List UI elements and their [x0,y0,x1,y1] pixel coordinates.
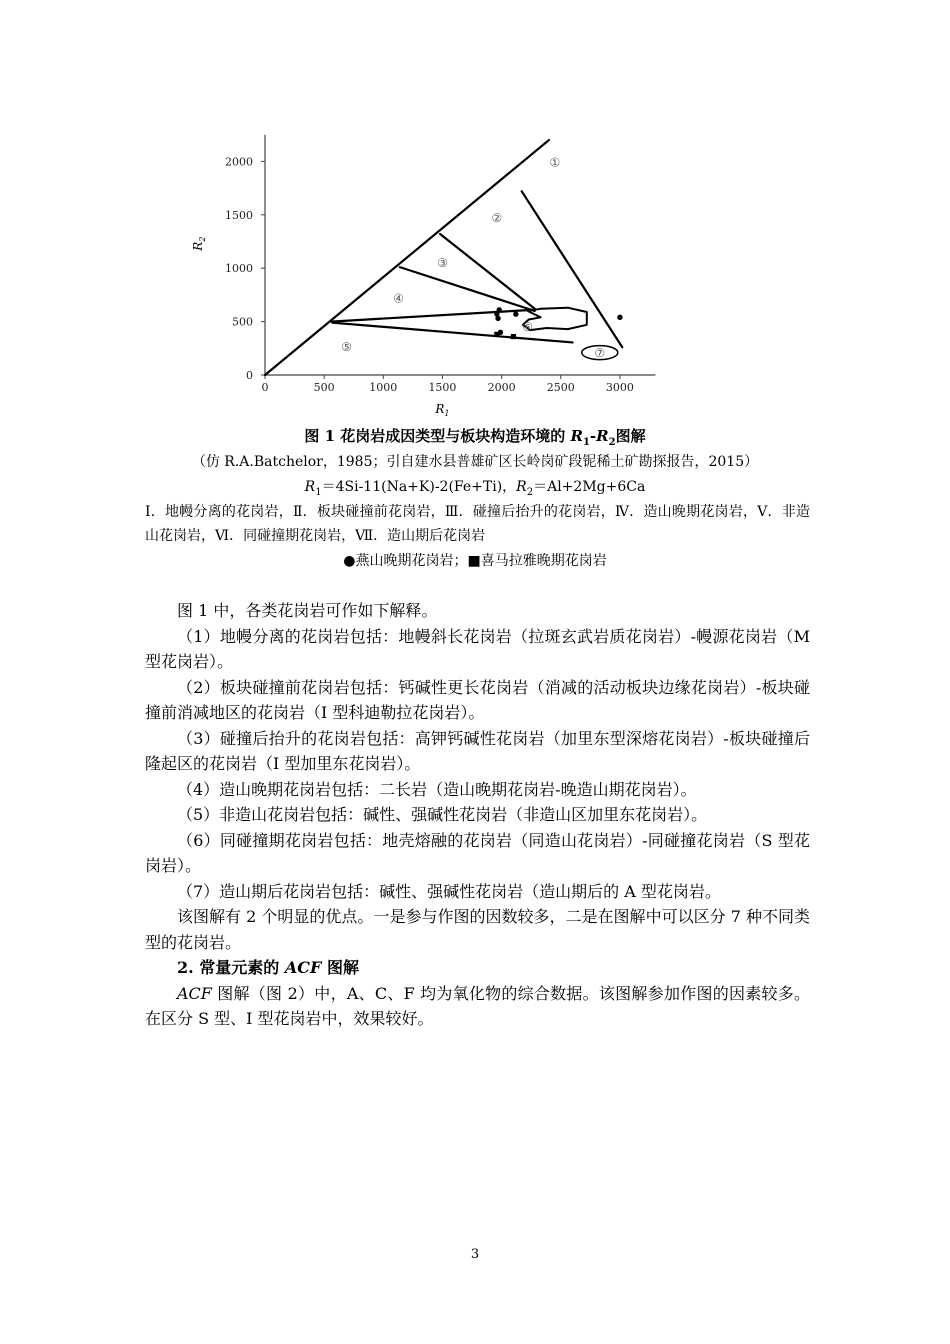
x-tick-label: 1500 [428,381,457,394]
region-label: ② [491,211,503,226]
paragraph: （2）板块碰撞前花岗岩包括：钙碱性更长花岗岩（消减的活动板块边缘花岗岩）-板块碰撞前消减地区的花岗岩（I 型科迪勒拉花岗岩）。 [145,677,810,722]
region-label: ① [549,155,561,170]
figure-formula: $R_1=4Si-11(Na+K)-2(Fe+Ti)$，$R_2=Al+2Mg+6Ca$ [304,479,646,498]
x-tick-label: 2500 [546,381,575,394]
x-tick-label: 2000 [487,381,516,394]
region-label: ④ [393,291,405,306]
region-label: ⑥ [522,319,534,334]
boundary-V-VII [332,323,572,343]
paragraph: ACF 图解（图 2）中，A、C、F 均为氧化物的综合数据。该图解参加作图的因素较多。在区分 S 型、I 型花岗岩中，效果较好。 [145,983,810,1028]
figure-legend: Ⅰ．地幔分离的花岗岩，Ⅱ．板块碰撞前花岗岩，Ⅲ．碰撞后抬升的花岗岩，Ⅳ．造山晚期花岗岩，Ⅴ．非造山花岗岩，Ⅵ．同碰撞期花岗岩，Ⅶ．造山期后花岗岩 [145,504,810,544]
paragraph: （4）造山晚期花岗岩包括：二长岩（造山晚期花岗岩-晚造山期花岗岩）。 [177,779,697,799]
paragraph: （5）非造山花岗岩包括：碱性、强碱性花岗岩（非造山区加里东花岗岩）。 [177,805,708,824]
paragraph: 该图解有 2 个明显的优点。一是参与作图的因数较多，二是在图解中可以区分 7 种不同类型的花岗岩。 [145,907,810,952]
yanshanian-granite-point [513,311,518,316]
y-tick-label: 2000 [225,155,253,169]
x-tick-label: 0 [261,381,269,394]
yanshanian-granite-point [617,315,622,320]
figure-symbols: ●燕山晚期花岗岩；■喜马拉雅晚期花岗岩 [343,553,607,569]
body-text [145,598,810,1032]
region-label: ⑦ [594,346,606,361]
page-number: 3 [470,1247,480,1262]
y-tick-label: 1500 [225,208,253,222]
paragraph: （1）地幔分离的花岗岩包括：地幔斜长花岗岩（拉斑玄武岩质花岗岩）-幔源花岗岩（M 型花岗岩）。 [145,626,810,671]
region-label: ③ [437,255,448,270]
x-tick-label: 1000 [369,381,398,394]
boundary-IV-V [331,310,532,322]
y-tick-label: 500 [232,315,253,329]
x-axis-label: $R_1$ [435,402,450,418]
paragraph: （6）同碰撞期花岗岩包括：地壳熔融的花岗岩（同造山花岗岩）-同碰撞花岗岩（S 型花岗岩）。 [145,830,810,875]
figure-caption-title: 图 1 花岗岩成因类型与板块构造环境的 $R_1-R_2$图解 [304,427,646,448]
y-tick-label: 0 [246,369,253,382]
himalayan-granite-point [511,334,516,339]
y-axis-label-subscript: 2 [198,236,207,242]
paragraph: （3）碰撞后抬升的花岗岩包括：高钾钙碱性花岗岩（加里东型深熔花岗岩）-板块碰撞后隆起区的花岗岩（I 型加里东花岗岩）。 [145,728,810,773]
x-tick-label: 500 [313,381,335,394]
boundary-II-III [440,234,535,309]
yanshanian-granite-point [497,307,502,312]
figure-source: （仿 R.A.Batchelor，1985；引自建水县普雄矿区长岭岗矿段铌稀土矿勘探报告，2015） [191,454,759,470]
x-tick-label: 3000 [605,381,634,394]
chart-axes [191,135,655,418]
himalayan-granite-point [494,332,499,337]
y-axis-label: $R_2$ [191,236,207,251]
paragraph: 图 1 中，各类花岗岩可作如下解释。 [177,601,438,620]
boundary-III-IV [400,267,535,311]
upper-boundary [265,140,549,375]
yanshanian-granite-point [495,316,500,321]
paragraph: （7）造山期后花岗岩包括：碱性、强碱性花岗岩（造山期后的 A 型花岗岩。 [177,881,721,901]
x-axis-label-subscript: 1 [444,409,450,418]
right-boundary [522,191,623,347]
section-heading: 2. 常量元素的 ACF 图解 [177,958,359,977]
y-tick-label: 1000 [225,262,253,276]
r1-r2-diagram [180,118,680,418]
region-label: ⑤ [341,340,353,355]
